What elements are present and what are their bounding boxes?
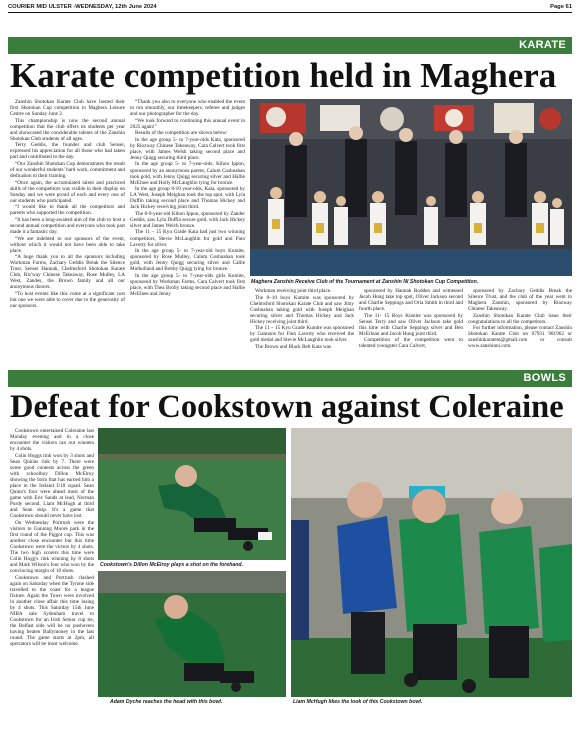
- bowls-section-label: BOWLS: [523, 372, 566, 384]
- bowls-caption-forehand: Cookstown's Dillon McElroy plays a shot on the forehand.: [100, 562, 244, 568]
- paragraph: “Thank you also to everyone who enabled the event to run smoothly, our timekeepers, referee and judges and our photographer for the day.: [130, 99, 245, 118]
- paragraph: In the age group 8-10 year-olds, Kata, sponsored by LA West, Joseph Meighan took the top spot, with Lyla Duffin taking second place and Thomas Hickey and Jack Hickey receiving joint third.: [130, 186, 245, 211]
- bowls-photo-head: [98, 571, 286, 697]
- karate-photo-caption: Maghera Zanshin Receive Club of the Tournament at Zanshin NI Shotokan Cup Competition.: [251, 279, 479, 285]
- karate-team-photo: [250, 99, 572, 276]
- page-number: Page 61: [550, 4, 572, 10]
- karate-team-photo-illustration: [250, 99, 572, 276]
- paragraph: Terry Geddis, the founder and club Sensei, expressed his appreciation for all those who had taken part and contributed to the day.: [10, 142, 125, 161]
- paragraph: sponsored by Hannah Rodden and witnessed Jacob Hung take top spot, Oliver Jackson second and Charlie Seppings and Orla Smith in third and fourth place.: [359, 288, 463, 313]
- paragraph: The Brown and Black Belt Kata was: [255, 343, 332, 350]
- publication-line: COURIER MID ULSTER -WEDNESDAY, 12th June 2024: [8, 4, 157, 10]
- paragraph: The 8-9-year-old Kihon Ippon, sponsored by Zander Geddis, saw Lyla Duffin secure gold, with Jack Hickey silver and James Welch bronze.: [130, 210, 245, 229]
- paragraph: In the age group 5- to 7-year-old boys Kumite, sponsored by Rose Mulley, Calum Coshnahan took gold, with Jenny Quigg securing silver and Callie Mulholland and Bobby Quigg tying for bronze.: [130, 248, 245, 273]
- paragraph: In the age group 5- to 7-year-olds Kata, sponsored by Riozway Chinese Takeaway, Cara Calvert took first place, with James Welsh taking second place and Jenny Quigg securing third place.: [130, 136, 245, 161]
- paragraph: Zanshin Shotokan Karate Club issue their congratulations to all the competitors.: [468, 312, 572, 325]
- karate-article-col-3: [250, 288, 354, 362]
- paragraph: Competition of the competition went to talented youngster Cara Calvert,: [359, 337, 463, 350]
- bowls-section-bar: [8, 370, 572, 387]
- paragraph: This championship is now the second annual competition that the club offers its students per year and showcased the considerable talents of the Zanshin Shotokan Club students of all ages.: [10, 117, 125, 142]
- paragraph: The 8–10 boys Kumite was sponsored by Chelmsford Shotokan Karate Club and saw Jimy Cushnahan taking gold with Joseph Meighan securing silver and Thomas Hickey and Jack Hickey receiving joint third.: [250, 294, 354, 325]
- paragraph: The 11 – 15 Kyu Grade Kata had just two winning competitors, Stevie McLaughlin for gold and Finn Laverty for silver.: [130, 229, 245, 248]
- bowls-article-col: [10, 428, 94, 733]
- bowls-photo-mchugh: [291, 428, 572, 697]
- karate-article-col-4: [359, 288, 463, 362]
- paragraph: In the age group 5- to 7-year-olds girls Kumite, sponsored by Workman Farms, Cara Calvert took first place, with Thea Brolly taking second place and Hallie McElnee and Jenny: [130, 272, 245, 297]
- bowls-photo-forehand: [98, 428, 286, 560]
- paragraph: Colin Hoggs rink won by 3 shots and Sean Quinns rink by 7. There were some good contests across the green with schoolboy Dillon McElroy showing the form that has earned him a place in the Ireland U18 squad. Sean Quinn's four were ahead most of the game with Eric Sands at lead, Norman Purdy second, Liam McHugh at third and Sean skip. It's a game that Cookstown should never have lost.: [10, 452, 94, 520]
- karate-article-col-2: [130, 99, 245, 361]
- karate-article-col-5: [468, 288, 572, 362]
- bowls-caption-mchugh: Liam McHugh likes the look of this Cookstown bowl.: [293, 699, 423, 705]
- paragraph: Cookstown entertained Coleraine last Monday evening and in a close encounter the visitors ran out winners by 4 shots.: [10, 428, 94, 453]
- paragraph: sponsored by Zachary Geddis Break the Silence Trust, and the club of the year went to Maghera Zanshin, sponsored by Riozway Chinese Takeaway.: [468, 288, 572, 313]
- paragraph: On Wednesday Portrush were the visitors to Gunning Moore park in the first round of the Piggot cup. This was another close encounter but this time Cookstown were the victors by 4 shots. The two high scorers this time were Colin Hogg's rink winning by 8 shots and Mark Wilson's four who won by the convincing margin of 10 shots.: [10, 519, 94, 575]
- karate-article-col-1: [10, 99, 125, 361]
- bowls-headline: Defeat for Cookstown against Coleraine: [10, 389, 564, 425]
- karate-section-bar: [8, 37, 572, 54]
- paragraph: “We are indebted to our sponsors of the event, without which it would not have been able to take place.: [10, 235, 125, 254]
- paragraph: “We look forward to continuing this annual event in 2025 again!”: [130, 117, 245, 130]
- paragraph: Workman receiving joint third place.: [255, 288, 332, 294]
- paragraph: Cookstown and Portrush clashed again on Saturday when the Tyrone side travelled to the coast for a league fixture. Again the Town were involved in another close affair this time losing by 4 shots. This Saturday 15th June NIBA sale Sydenham travel to Cookstown for an Irish Senior cup tie, the Belfast side will be no pushovers having beaten Ballymoney in the last round. The game starts at 2pm, all spectators will be most welcome.: [10, 574, 94, 648]
- bowls-caption-head: Adam Dyche reaches the head with this bowl.: [110, 699, 223, 705]
- karate-section-label: KARATE: [519, 39, 566, 51]
- header-rule: [8, 12, 572, 13]
- paragraph: In the age group 5- to 7-year-olds, Kihon Ippon, sponsored by an anonymous parent, Calum Coshnahan took gold, with Jenny Quigg securing silver and Hallie McElnee and Holly McLaughlin tying for bronze.: [130, 161, 245, 186]
- paragraph: The 11 – 15 Kyu Grade Kumite was sponsored by Gannons for Finn Laverty who received the gold medal and Stevie McLaughlin took silver.: [250, 325, 354, 344]
- bowls-photo-mchugh-illustration: [291, 428, 572, 697]
- paragraph: “Our Zanshin Shotokan Cup demonstrates the result of our wonderful students’ hard work, commitment and dedication to their training.: [10, 160, 125, 180]
- paragraph: “A huge thank you to all the sponsors including Workman Farms, Zachary Geddis Break the Silence Trust, Sensei Hannah, Chelmsford Shotokan Karate Club, Riz'way Chinese Takeaway, Rose Mulley, LA West, Zandes, the Brown family and all our anonymous donors.: [10, 254, 125, 291]
- paragraph: Zanshin Shotokan Karate Club have hosted their first Shotokan Cup competition in Maghera Leisure Centre on Sunday June 2.: [10, 99, 125, 118]
- bowls-photo-head-illustration: [98, 571, 286, 697]
- page-header: [8, 2, 572, 12]
- paragraph: For further information, please contact Zanshin Shotokan Karate Club on 07931 981962 or zanshinkaratem@gmail.com or consult www.zanshinni.com.: [468, 325, 572, 350]
- karate-headline: Karate competition held in Maghera: [10, 56, 557, 95]
- paragraph: “Once again, the accumulated talent and practiced skills of the competitors was visible in their display on Sunday and we were proud of each and every one of our students who participated.: [10, 179, 125, 204]
- paragraph: The 11- 15 Boys Kumite was sponsored by Sensei Terry and saw Oliver Jackson take gold this time with Charlie Seppings silver and Ben McErlean and Jacob Hung joint third.: [359, 312, 463, 337]
- bowls-photo-forehand-illustration: [98, 428, 286, 560]
- paragraph: “To host events like this come at a significant cost but one we were able to cover due to the generosity of our sponsors.: [10, 290, 125, 310]
- paragraph: “It has been a long-awaited aim of the club to host a second annual competition and everyone who took part made it a fantastic day.: [10, 216, 125, 235]
- paragraph: “I would like to thank all the competitors and parents who supported the competition.: [10, 204, 125, 217]
- paragraph: Results of the competition are shown below:: [135, 130, 228, 137]
